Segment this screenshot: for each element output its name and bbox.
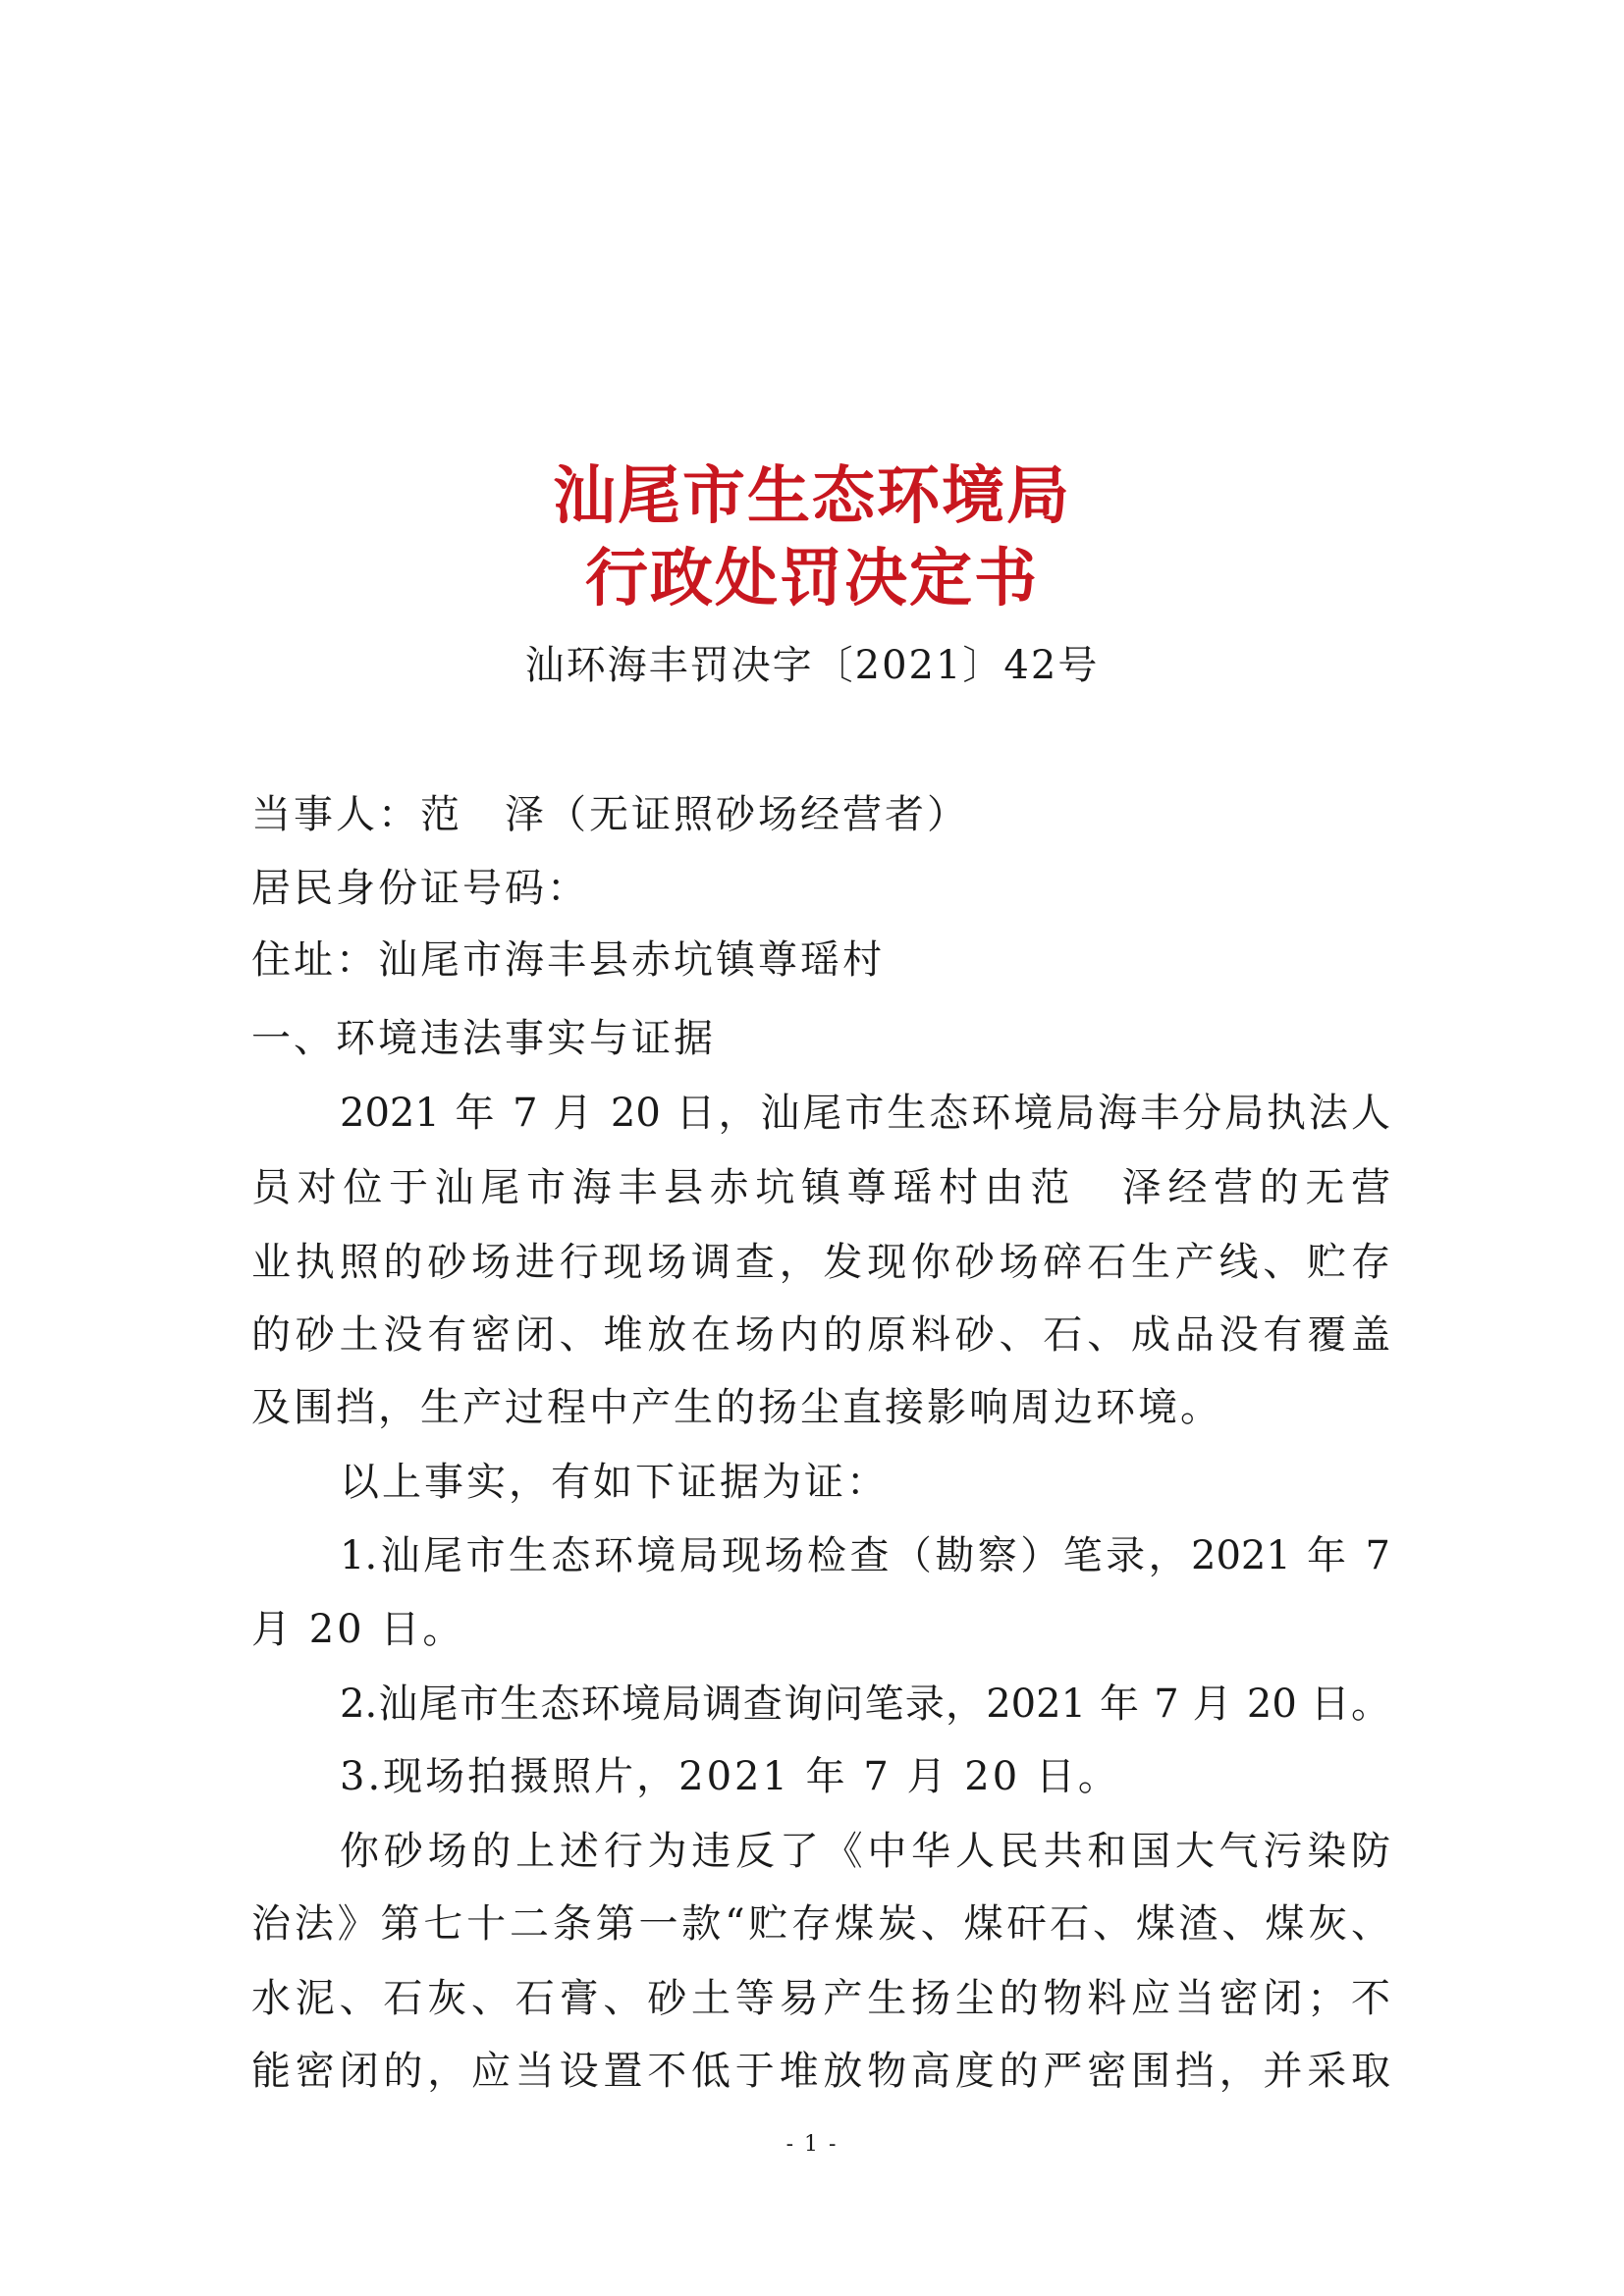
evidence-intro: 以上事实，有如下证据为证： — [340, 1460, 889, 1505]
document-number: 汕环海丰罚决字〔2021〕42号 — [524, 643, 1100, 688]
party-address: 住址：汕尾市海丰县赤坑镇尊瑶村 — [251, 937, 885, 983]
paragraph-line: 员对位于汕尾市海丰县赤坑镇尊瑶村由范 泽经营的无营 — [251, 1165, 1390, 1210]
party-id-number: 居民身份证号码： — [251, 866, 589, 911]
paragraph-line: 及围挡，生产过程中产生的扬尘直接影响周边环境。 — [251, 1385, 1222, 1430]
paragraph-line: 业执照的砂场进行现场调查，发现你砂场碎石生产线、贮存 — [251, 1240, 1390, 1285]
paragraph-line: 的砂土没有密闭、堆放在场内的原料砂、石、成品没有覆盖 — [251, 1312, 1390, 1358]
paragraph-line: 能密闭的，应当设置不低于堆放物高度的严密围挡，并采取 — [251, 2049, 1390, 2094]
paragraph-line: 治法》第七十二条第一款“贮存煤炭、煤矸石、煤渣、煤灰、 — [251, 1901, 1390, 1947]
evidence-item-3: 3.现场拍摄照片，2021 年 7 月 20 日。 — [340, 1754, 1120, 1799]
paragraph-line: 你砂场的上述行为违反了《中华人民共和国大气污染防 — [340, 1829, 1390, 1874]
document-title-agency: 汕尾市生态环境局 — [553, 460, 1071, 533]
evidence-item-2: 2.汕尾市生态环境局调查询问笔录，2021 年 7 月 20 日。 — [340, 1682, 1390, 1727]
evidence-item-1: 1.汕尾市生态环境局现场检查（勘察）笔录，2021 年 7 — [340, 1533, 1390, 1578]
paragraph-line: 2021 年 7 月 20 日，汕尾市生态环境局海丰分局执法人 — [340, 1091, 1390, 1136]
paragraph-line: 水泥、石灰、石膏、砂土等易产生扬尘的物料应当密闭；不 — [251, 1976, 1390, 2021]
party-name: 当事人：范 泽（无证照砂场经营者） — [251, 792, 969, 837]
section-heading: 一、环境违法事实与证据 — [251, 1016, 716, 1061]
document-title-type: 行政处罚决定书 — [585, 543, 1039, 615]
evidence-item-1-cont: 月 20 日。 — [251, 1607, 465, 1652]
page-number: - 1 - — [785, 2132, 839, 2157]
